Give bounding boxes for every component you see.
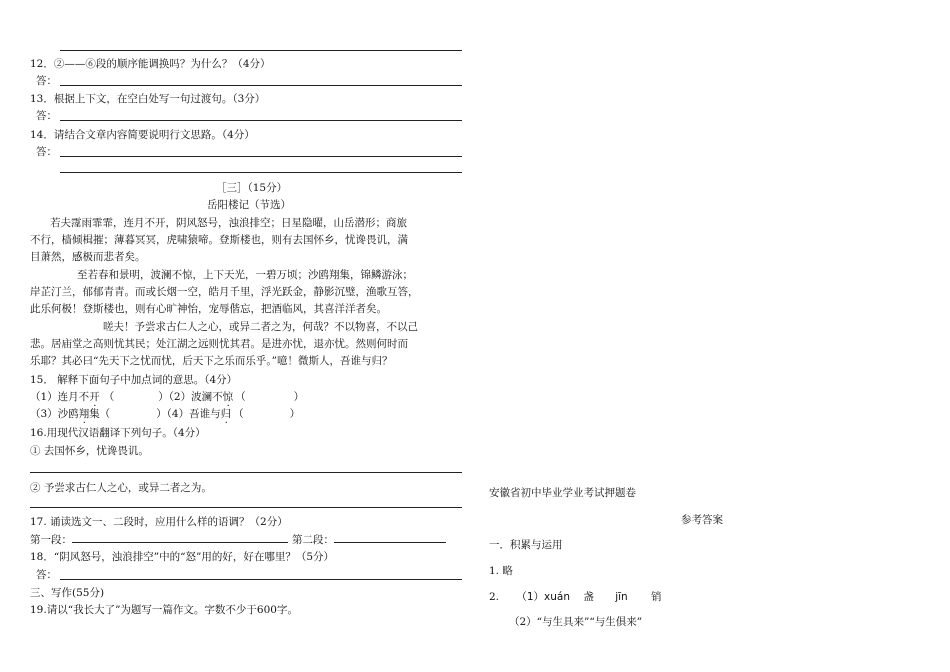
pinyin-2: jīn	[615, 591, 628, 603]
passage-line: 若夫霪雨霏霏，连月不开，阴风怒号，浊浪排空；日星隐曜，山岳潜形；商旅	[50, 217, 407, 229]
answer-label: 答：	[36, 75, 57, 87]
item-text: （1）连月不	[30, 391, 90, 403]
answer-line	[60, 85, 462, 86]
answer-line	[30, 472, 462, 473]
item-text: （3）沙鸥	[30, 408, 79, 420]
question-16: 16.用现代汉语翻译下列句子。（4分）	[30, 427, 206, 439]
pinyin-1: （1）xuán	[516, 591, 571, 603]
item-bracket: （	[103, 391, 115, 403]
answer-label: 答：	[36, 146, 57, 158]
blank-line	[334, 532, 446, 543]
passage-line: 至若春和景明，波澜不惊，上下天光，一碧万顷；沙鸥翔集，锦鳞游泳；	[77, 269, 413, 281]
question-15: 15． 解释下面句子中加点词的意思。（4分）	[30, 374, 238, 386]
passage-line: 此乐何极！登斯楼也，则有心旷神怡，宠辱偕忘，把酒临风，其喜洋洋者矣。	[30, 303, 387, 315]
passage-line: 乐耶？其必曰“先天下之忧而忧，后天下之乐而乐乎。”噫！微斯人，吾谁与归？	[30, 355, 393, 367]
passage-line: 嗟夫！予尝求古仁人之心，或异二者之为，何哉？不以物喜，不以己	[103, 321, 418, 333]
writing-section-heading: 三、写作(55分)	[30, 587, 105, 599]
item-text: ）（4）吾谁与	[156, 408, 221, 420]
question-17: 17. 诵读选文一、二段时，应用什么样的语调？（2分）	[30, 516, 288, 528]
passage-line: 目萧然，感极而悲者矣。	[30, 251, 146, 263]
answer-key-title: 参考答案	[681, 514, 723, 526]
char-2: 销	[651, 591, 662, 603]
question-15-item-1-2	[30, 389, 304, 404]
answer-1: 1. 略	[489, 565, 513, 577]
question-19: 19.请以“我长大了”为题写一篇作文。字数不少于600字。	[30, 604, 298, 616]
item-bracket: （	[233, 408, 244, 420]
passage-line: 岸芷汀兰，郁郁青青。而或长烟一空，皓月千里，浮光跃金，静影沉璧，渔歌互答，	[30, 286, 419, 298]
dotted-char: 惊	[222, 391, 234, 403]
item-text: 集（	[89, 408, 111, 420]
answer-number: 2.	[489, 591, 500, 603]
passage-title: 岳阳楼记（节选）	[207, 199, 291, 211]
dotted-char: 翔	[78, 408, 90, 420]
answer-line	[60, 156, 462, 157]
exam-title: 安徽省初中毕业学业考试押题卷	[489, 487, 636, 499]
translate-sentence-1: ① 去国怀乡，忧谗畏讥。	[30, 445, 149, 457]
question-15-item-3-4	[30, 406, 300, 421]
answer-label: 答：	[36, 569, 57, 581]
char-1: 盏	[583, 591, 594, 603]
item-bracket: ）	[289, 408, 301, 420]
answer-line	[30, 507, 462, 508]
answer-line	[60, 579, 462, 580]
item-bracket: （	[235, 391, 246, 403]
passage-line: 不行，樯倾楫摧；薄暮冥冥，虎啸猿啼。登斯楼也，则有去国怀乡，忧谗畏讥，满	[30, 234, 408, 246]
blank-label: 第一段：	[30, 534, 72, 546]
question-18: 18．“阴风怒号，浊浪排空”中的“怒”用的好，好在哪里？（5分）	[30, 551, 335, 563]
question-12: 12．②——⑥段的顺序能调换吗？为什么？（4分）	[30, 58, 271, 70]
dotted-char: 归	[220, 408, 232, 420]
item-bracket: ）	[293, 391, 305, 403]
question-17-blanks	[30, 532, 446, 547]
answer-line	[60, 172, 462, 173]
answer-2-line-1	[489, 589, 662, 604]
answer-line	[60, 120, 462, 121]
answer-line	[60, 50, 462, 51]
item-text: ）（2）波澜不	[158, 391, 223, 403]
section-3-heading: ［三］（15分）	[216, 182, 288, 194]
blank-label: 第二段：	[292, 534, 334, 546]
blank-line	[72, 532, 288, 543]
question-14: 14．请结合文章内容简要说明行文思路。（4分）	[30, 129, 255, 141]
dotted-char: 开	[89, 391, 100, 403]
translate-sentence-2: ② 予尝求古仁人之心，或异二者之为。	[30, 482, 212, 494]
answer-label: 答：	[36, 110, 57, 122]
question-13: 13．根据上下文，在空白处写一句过渡句。（3分）	[30, 93, 266, 105]
passage-line: 悲。居庙堂之高则忧其民；处江湖之远则忧其君。是进亦忧，退亦忧。然则何时而	[30, 338, 408, 350]
section-1-heading: 一．积累与运用	[489, 539, 563, 551]
answer-2-line-2: （2）“与生具来”“与生俱来”	[509, 616, 643, 628]
